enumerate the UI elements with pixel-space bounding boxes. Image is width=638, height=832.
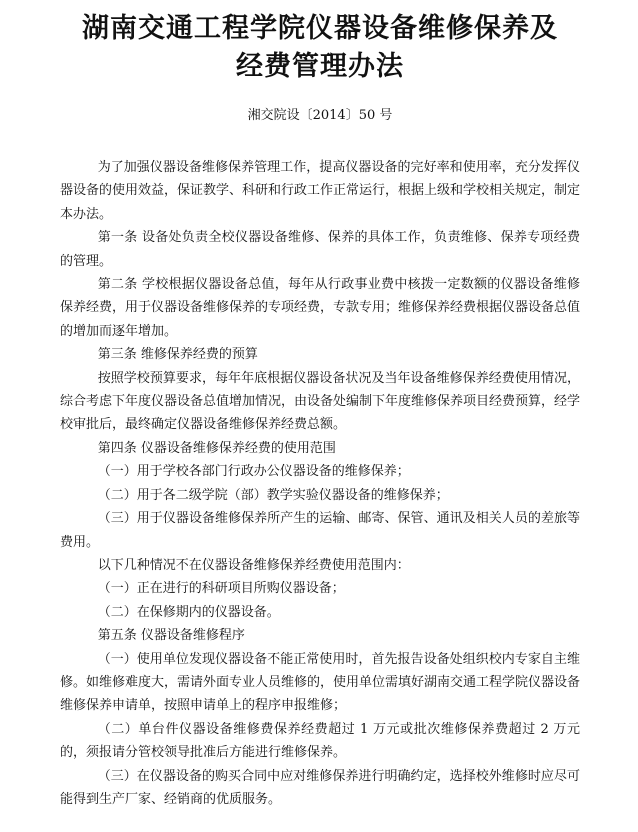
paragraph-article-3-body: 按照学校预算要求，每年年底根据仪器设备状况及当年设备维修保养经费使用情况，综合考虑下年度仪器设备总值增加情况，由设备处编制下年度维修保养项目经费预算，经学校审批后，最终确定仪器设备维修保养经费总额。 (60, 370, 581, 433)
document-body (60, 156, 580, 811)
paragraph-article-5-item-2: （二）单台件仪器设备维修费保养经费超过 1 万元或批次维修保养费超过 2 万元的，须报请分管校领导批准后方能进行维修保养。 (60, 721, 580, 761)
paragraph-article-4-heading: 第四条 仪器设备维修保养经费的使用范围 (97, 440, 336, 456)
paragraph-article-5-item-1: （一）使用单位发现仪器设备不能正常使用时，首先报告设备处组织校内专家自主维修。如维修难度大，需请外面专业人员维修的，使用单位需填好湖南交通工程学院仪器设备维修保养申请单，按照申请单上的程序申报维修； (60, 651, 581, 714)
document-title (60, 0, 580, 86)
paragraph-article-4-item-1: （一）用于学校各部门行政办公仪器设备的维修保养； (97, 464, 410, 480)
document-number: 湘交院设〔2014〕50 号 (247, 108, 393, 123)
paragraph-article-4-item-2: （二）用于各二级学院（部）教学实验仪器设备的维修保养； (97, 487, 449, 503)
paragraph-article-3-heading: 第三条 维修保养经费的预算 (97, 347, 258, 363)
paragraph-intro: 为了加强仪器设备维修保养管理工作，提高仪器设备的完好率和使用率，充分发挥仪器设备的使用效益，保证教学、科研和行政工作正常运行，根据上级和学校相关规定，制定本办法。 (60, 160, 581, 222)
paragraph-article-1: 第一条 设备处负责全校仪器设备维修、保养的具体工作，负责维修、保养专项经费的管理。 (60, 230, 580, 269)
title-line-1: 湖南交通工程学院仪器设备维修保养及 (82, 13, 558, 44)
paragraph-exclusion-2: （二）在保修期内的仪器设备。 (97, 604, 280, 620)
paragraph-exclusions: 以下几种情况不在仪器设备维修保养经费使用范围内： (97, 557, 410, 573)
paragraph-article-5-heading: 第五条 仪器设备维修程序 (97, 628, 245, 644)
paragraph-article-2: 第二条 学校根据仪器设备总值，每年从行政事业费中核拨一定数额的仪器设备维修保养经费，用于仪器设备维修保养的专项经费，专款专用；维修保养经费根据仪器设备总值的增加而逐年增加。 (60, 277, 581, 339)
paragraph-article-5-item-3: （三）在仪器设备的购买合同中应对维修保养进行明确约定，选择校外维修时应尽可能得到生产厂家、经销商的优质服务。 (60, 768, 580, 807)
paragraph-article-4-item-3: （三）用于仪器设备维修保养所产生的运输、邮寄、保管、通讯及相关人员的差旅等费用。 (60, 511, 580, 550)
paragraph-exclusion-1: （一）正在进行的科研项目所购仪器设备； (97, 581, 345, 597)
title-line-2: 经费管理办法 (236, 51, 404, 82)
